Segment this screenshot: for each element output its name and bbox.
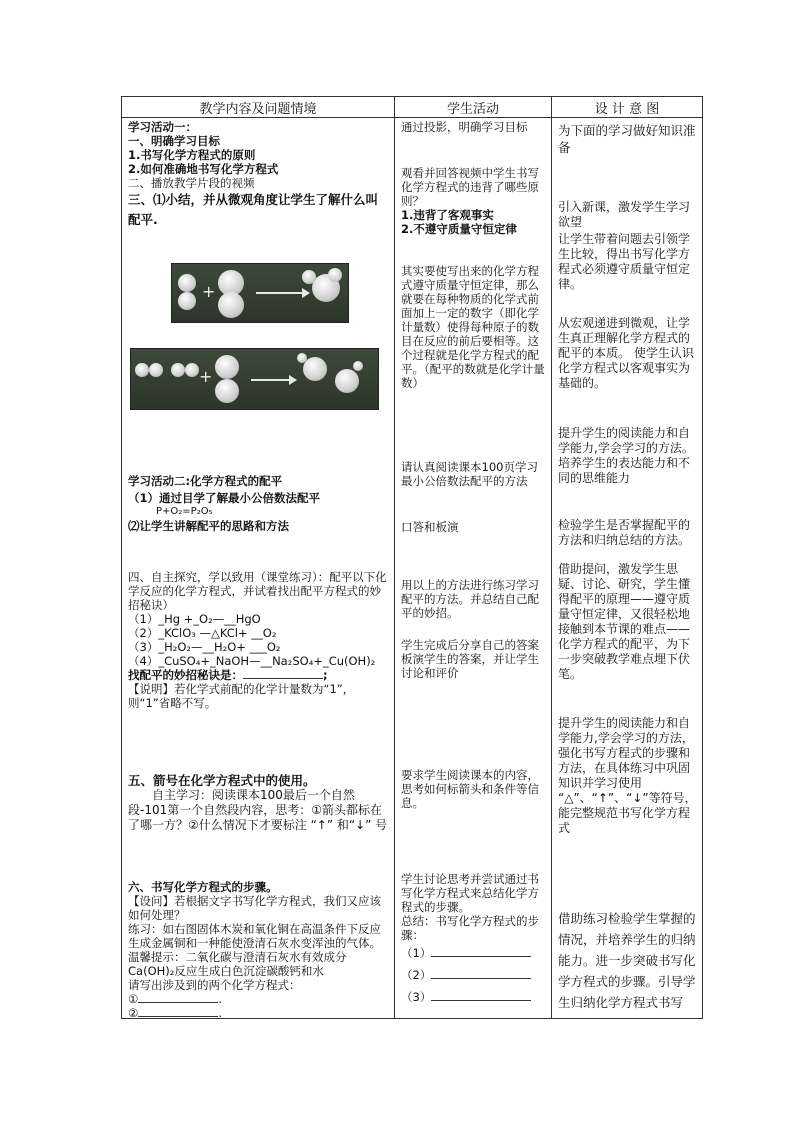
trick-blank[interactable] xyxy=(243,678,323,679)
explain-method: ⑵让学生讲解配平的思路和方法 xyxy=(128,519,289,533)
video-item: 二、播放教学片段的视频 xyxy=(128,176,255,190)
sa-2: 观看并回答视频中学生书写化学方程式的违背了哪些原则？ xyxy=(401,166,539,208)
sa-12: 学生讨论思考并尝试通过书写化学方程式来总结化学方程式的步骤。 xyxy=(401,872,539,914)
activity2-title: 学习活动二:化学方程式的配平 xyxy=(128,474,283,488)
di-3: 让学生带着问题去引领学生比较，得出书写化学方程式必须遵守质量守恒定律。 xyxy=(558,232,691,291)
sa-13: 总结：书写化学方程式的步骤： xyxy=(401,914,539,942)
di-6: 培养学生的表达能力和不同的思维能力 xyxy=(558,456,691,485)
sa-10: 板演学生的答案，并让学生讨论和评价 xyxy=(401,652,539,680)
eq-blank-2[interactable] xyxy=(138,1016,218,1017)
di-9: 提升学生的阅读能力和自学能力,学会学习的方法， 强化书写方程式的步骤和方法，在具体练习中巩固知识并学习使用 xyxy=(558,716,694,790)
header-student-activity: 学生活动 xyxy=(395,97,552,118)
header-content: 教学内容及问题情境 xyxy=(122,97,395,118)
lcm-method: （1）通过目学了解最小公倍数法配平 xyxy=(128,491,320,505)
sa-8: 用以上的方法进行练习学习配平的方法。并总结自己配平的妙招。 xyxy=(401,578,539,620)
di-5: 提升学生的阅读能力和自学能力,学会学习的方法。 xyxy=(558,426,694,455)
di-4: 从宏观递进到微观，让学生真正理解化学方程式的配平的本质。 使学生认识化学方程式以客观事实为基础的。 xyxy=(558,316,694,390)
di-11: 借助练习检验学生掌握的情况，并培养学生的归纳能力。进一步突破书写化学方程式的步骤。引导学生归纳化学方程式书写 xyxy=(558,911,696,1010)
step-1-blank[interactable] xyxy=(431,956,531,957)
steps-question: 【设问】若根据文字书写化学方程式，我们又应该如何处理？ xyxy=(128,894,381,922)
practice-eq-4: （4）_CuSO₄+_NaOH—__Na₂SO₄+_Cu(OH)₂ xyxy=(128,654,376,668)
di-8: 借助提问，激发学生思疑、讨论、研究，学生懂得配平的原理——遵守质量守恒定律，又很轻松地接触到本节课的难点——化学方程式的配平，为下一步突破教学难点埋下伏笔。 xyxy=(558,562,691,681)
lesson-plan-table xyxy=(121,96,703,1019)
student-activity-cell xyxy=(395,118,552,1019)
di-7: 检验学生是否掌握配平的方法和归纳总结的方法。 xyxy=(558,518,691,547)
molecule-photo-1: + xyxy=(171,263,349,323)
arrow-section-body: 自主学习：阅读课本100最后一个自然段-101第一个自然段内容，思考：①箭头都标在了哪一方？②什么情况下才要标注 “↑” 和“↓” 号 xyxy=(128,788,388,832)
design-intent-cell xyxy=(552,118,703,1019)
summary-item: 三、⑴小结，并从微观角度让学生了解什么叫配平. xyxy=(128,192,379,227)
goal-item-2: 2.如何准确地书写化学方程式 xyxy=(128,162,279,176)
eq-marker-2: ② xyxy=(128,1006,139,1018)
steps-exercise: 练习：如右图固体木炭和氧化铜在高温条件下反应生成金属铜和一种能使澄清石灰水变浑浊的气体。温馨提示：二氧化碳与澄清石灰水有效成分Ca(OH)₂反应生成白色沉淀碳酸钙和水 xyxy=(128,922,381,978)
molecule-photo-2: + xyxy=(130,348,379,410)
sa-9: 学生完成后分享自己的答案 xyxy=(401,638,539,652)
steps-section-title: 六、书写化学方程式的步骤。 xyxy=(128,880,278,894)
header-design-intent: 设 计 意 图 xyxy=(552,97,703,118)
eq-marker-1: ① xyxy=(128,992,139,1006)
di-2: 引入新课，激发学生学习欲望 xyxy=(558,200,691,229)
step-3-blank[interactable] xyxy=(431,1000,531,1001)
sa-7: 口答和板演 xyxy=(401,520,459,534)
activity1-title: 学习活动一： xyxy=(128,120,197,134)
practice-eq-3: （3）_H₂O₂—__H₂O+ ___O₂ xyxy=(128,640,281,654)
step-1-label: （1） xyxy=(401,946,432,960)
content-cell: 学习活动一： 一、明确学习目标 1.书写化学方程式的原则 2.如何准确地书写化学方程式 二、播放教学片段的视频 三、⑴小结，并从微观角度让学生了解什么叫配平. + + 学习活动二:化学方程式的配平 （1）通过目学了解最小公倍数法配平 P+O₂=P₂O₅ ⑵让学生讲解配平的思路和方法 四、自主探究，学以致用（课堂练习）：配平以下化学反应的化学方程式，并试着找出配平方程式的妙招秘诀） （1）_Hg +_O₂—__HgO （2）_KClO₃ —△KCl+ __O₂ （3）_H₂O₂—__H₂O+ ___O₂ （4）_CuSO₄+_NaOH—__Na₂SO₄+_Cu(OH)₂ 找配平的妙招秘诀是： ; 【说明】若化学式前配的化学计量数为“1”，则“1”省略不写。 五、箭号在化学方程式中的使用。 自主学习：阅读课本100最后一个自然段-101第一个自然段内容，思考：①箭头都标在了哪一方？②什么情况下才要标注 “↑” 和“↓” 号 六、书写化学方程式的步骤。 【设问】若根据文字书写化学方程式，我们又应该如何处理？ 练习：如右图固体木炭和氧化铜在高温条件下反应生成金属铜和一种能使澄清石灰水变浑浊的气体。温馨提示：二氧化碳与澄清石灰水有效成分Ca(OH)₂反应生成白色沉淀碳酸钙和水 请写出涉及到的两个化学方程式： ① . ② . xyxy=(122,118,395,1019)
sa-6: 请认真阅读课本100页学习最小公倍数法配平的方法 xyxy=(401,460,538,488)
trick-label: 找配平的妙招秘诀是： xyxy=(128,668,243,682)
step-2-blank[interactable] xyxy=(431,978,531,979)
di-1: 为下面的学习做好知识准备 xyxy=(558,123,696,155)
goal-item-1: 1.书写化学方程式的原则 xyxy=(128,148,256,162)
sa-3: 1.违背了客观事实 xyxy=(401,208,494,222)
steps-instruction: 请写出涉及到的两个化学方程式： xyxy=(128,978,301,992)
note-line: 【说明】若化学式前配的化学计量数为“1”，则“1”省略不写。 xyxy=(128,682,355,710)
equation-p: P+O₂=P₂O₅ xyxy=(156,506,213,517)
practice-eq-1: （1）_Hg +_O₂—__HgO xyxy=(128,612,261,626)
goal-heading: 一、明确学习目标 xyxy=(128,134,220,148)
step-3-label: （3） xyxy=(401,990,432,1004)
practice-intro: 四、自主探究，学以致用（课堂练习）：配平以下化学反应的化学方程式，并试着找出配平方程式的妙招秘诀） xyxy=(128,570,387,612)
sa-5: 其实要使写出来的化学方程式遵守质量守恒定律，那么就要在每种物质的化学式前面加上一定的数字（即化学计量数）使得每种原子的数目在反应的前后要相等。这个过程就是化学方程式的配平。（配平的数就是化学计量数） xyxy=(401,264,545,390)
arrow-section-title: 五、箭号在化学方程式中的使用。 xyxy=(128,773,316,788)
di-10: “△”、“↑”、“↓”等符号，能完整规范书写化学方程式 xyxy=(558,791,697,835)
practice-eq-2: （2）_KClO₃ —△KCl+ __O₂ xyxy=(128,626,277,640)
sa-11: 要求学生阅读课本的内容，思考如何标箭头和条件等信息。 xyxy=(401,768,539,810)
sa-4: 2.不遵守质量守恒定律 xyxy=(401,222,517,236)
sa-1: 通过投影，明确学习目标 xyxy=(401,120,528,134)
step-2-label: （2） xyxy=(401,968,432,982)
eq-blank-1[interactable] xyxy=(138,1002,218,1003)
